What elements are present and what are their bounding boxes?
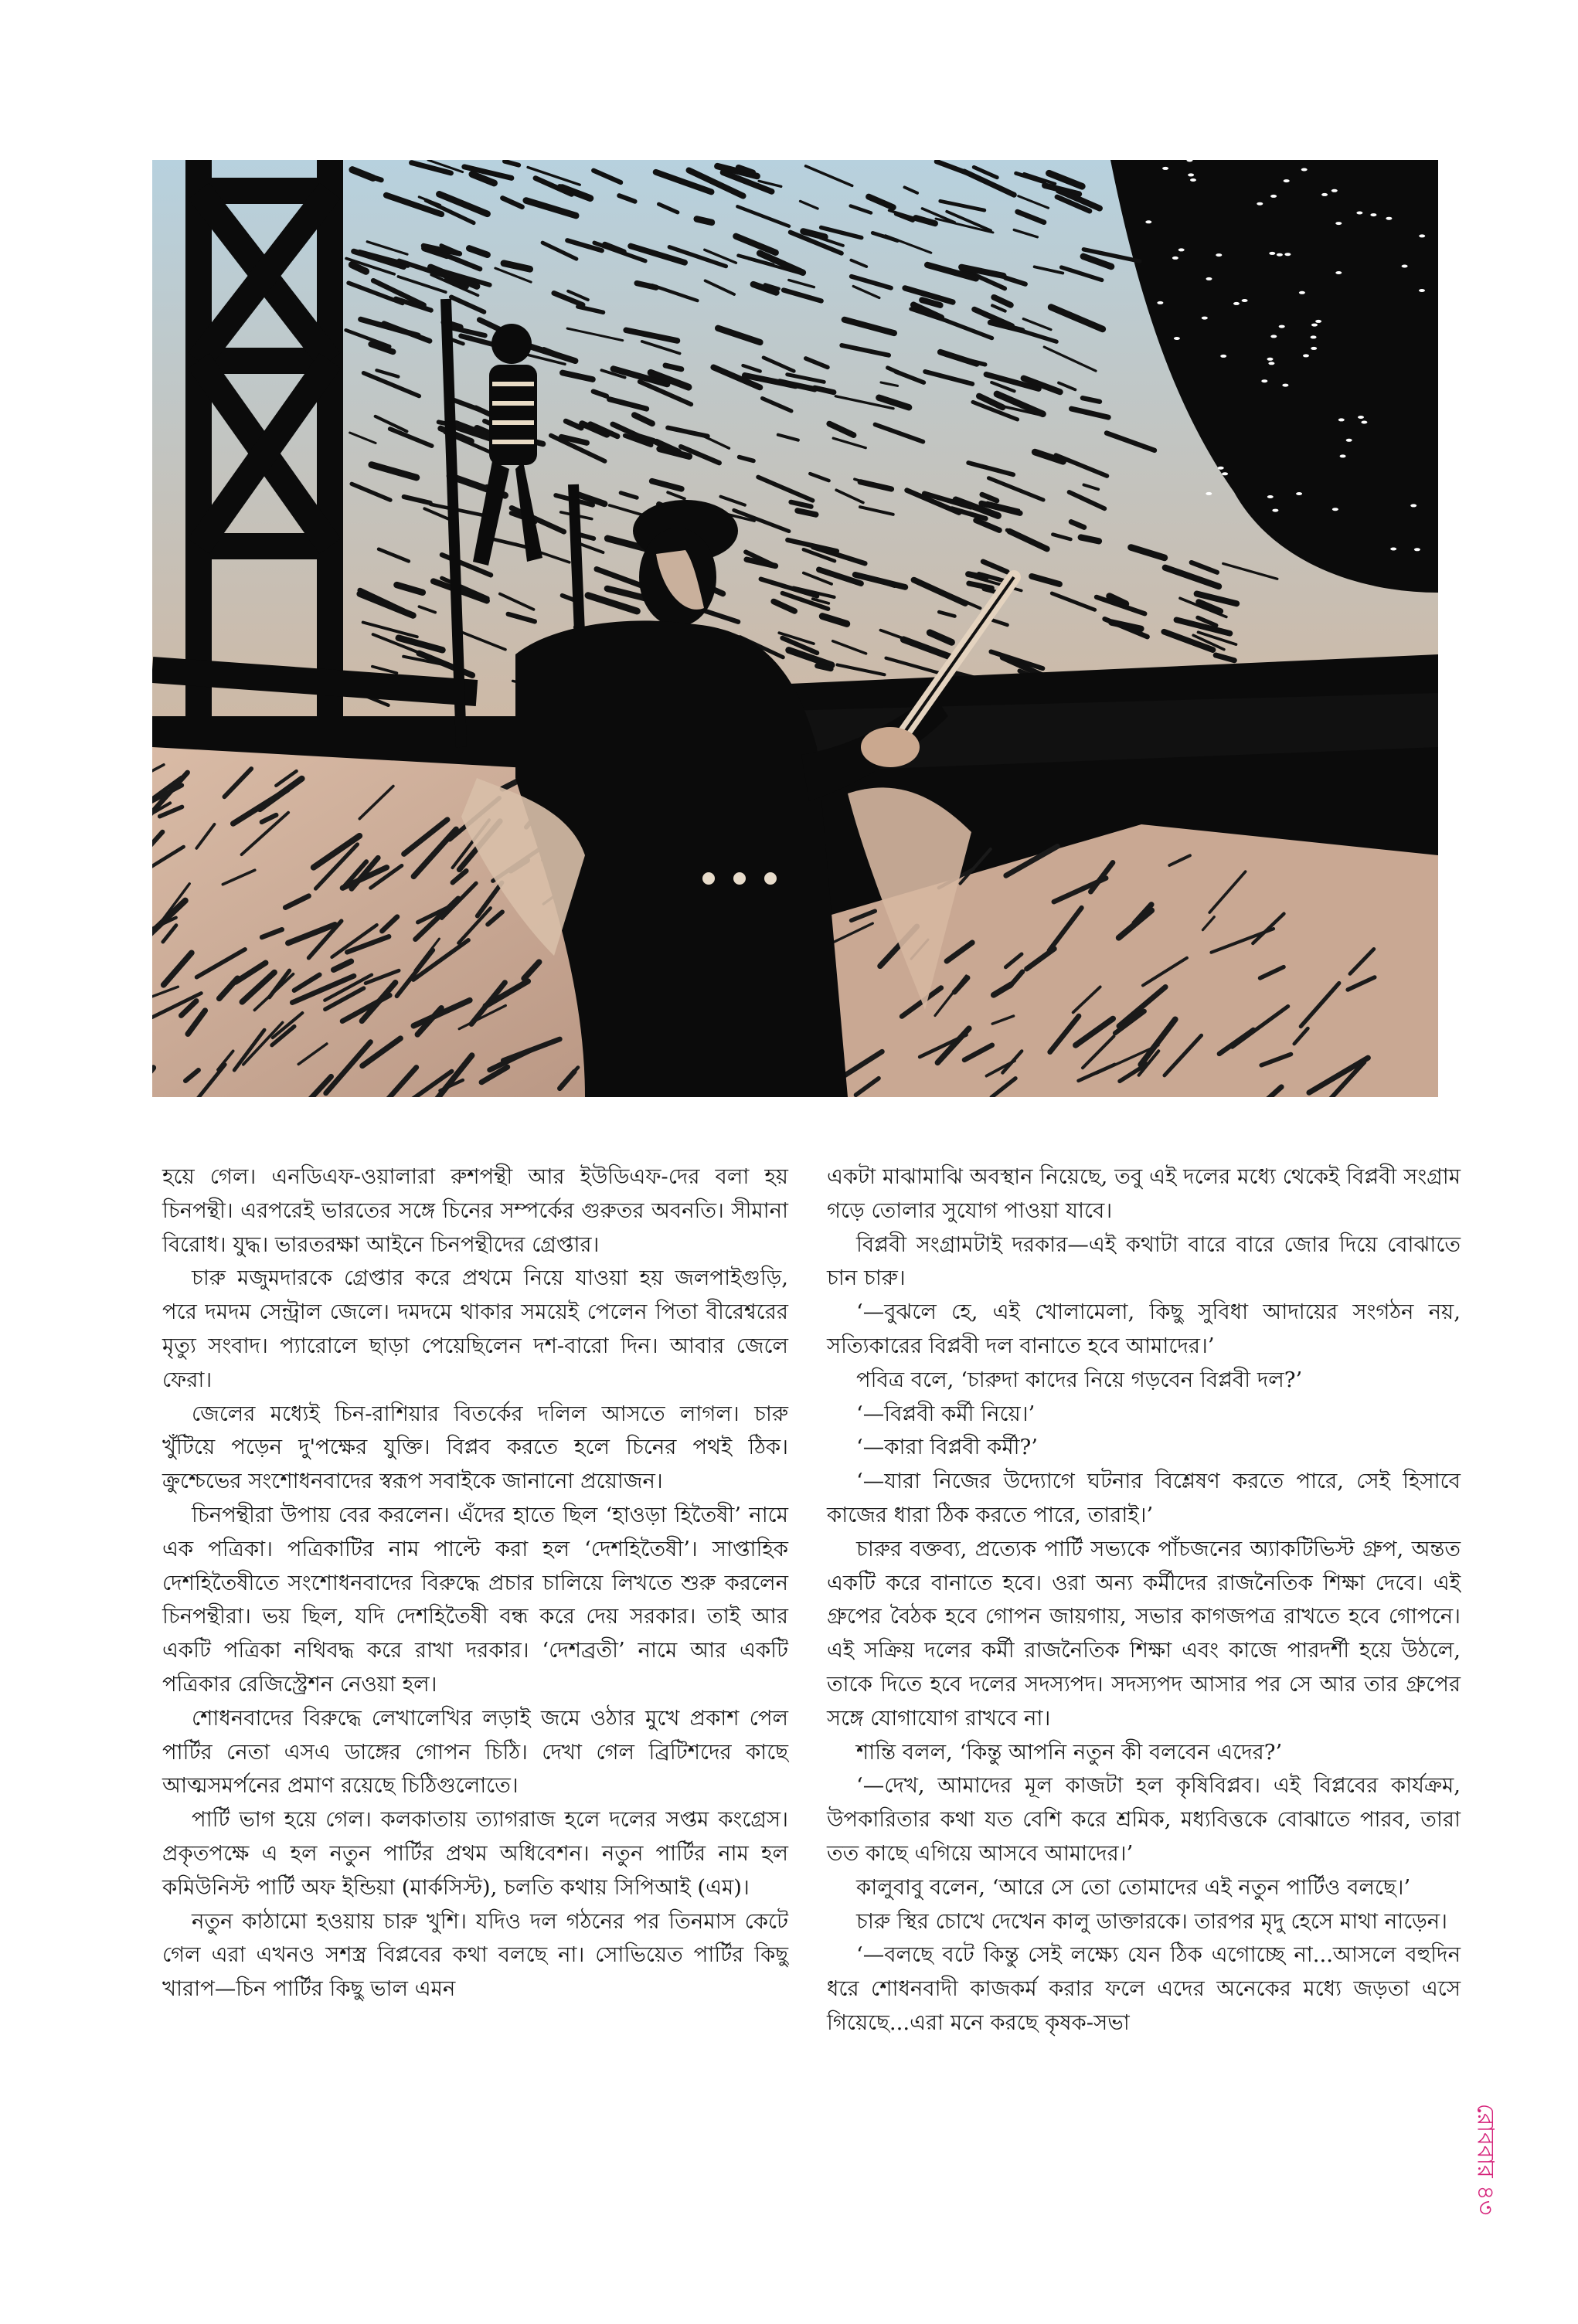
star — [1190, 178, 1196, 182]
star — [1414, 548, 1420, 551]
sky-streak — [665, 365, 682, 369]
star — [1282, 384, 1288, 387]
paragraph: পার্টি ভাগ হয়ে গেল। কলকাতায় ত্যাগরাজ হলে দলের সপ্তম কংগ্রেস। প্রকৃতপক্ষে এ হল নতুন পার্টির প্রথম অধিবেশন। নতুন পার্টির নাম হল কমিউনিস্ট পার্টি অফ ইন্ডিয়া (মার্কসিস্ট), চলতি কথায় সিপিআই (এম)। — [162, 1807, 788, 1900]
paragraph: জেলের মধ্যেই চিন-রাশিয়ার বিতর্কের দলিল আসতে লাগল। চারু খুঁটিয়ে পড়েন দু'পক্ষের যুক্তি। বিপ্লব করতে হলে চিনের পথই ঠিক। ক্রুশ্চেভের সংশোধনবাদের স্বরূপ সবাইকে জানানো প্রয়োজন। — [162, 1401, 788, 1494]
star — [1267, 495, 1274, 498]
article-right-column — [827, 1160, 1461, 2040]
paragraph: চারু স্থির চোখে দেখেন কালু ডাক্তারকে। তারপর মৃদু হেসে মাথা নাড়েন। — [856, 1908, 1448, 1934]
star — [1242, 299, 1248, 302]
dialogue-line: ‘—কারা বিপ্লবী কর্মী?’ — [856, 1435, 1039, 1460]
sky-streak — [818, 666, 832, 669]
star — [1331, 189, 1338, 192]
star — [1218, 467, 1224, 470]
star — [1296, 492, 1302, 495]
star — [1301, 168, 1308, 172]
star — [1311, 324, 1318, 327]
star — [1220, 355, 1226, 358]
star — [1233, 302, 1240, 305]
star — [1315, 320, 1321, 323]
sky-streak — [697, 219, 712, 223]
star — [1321, 193, 1328, 196]
page-folio — [1465, 2071, 1504, 2248]
star — [1178, 248, 1185, 251]
star — [1162, 167, 1168, 170]
dialogue-line: ‘—বলছে বটে কিন্তু সেই লক্ষ্যে যেন ঠিক এগোচ্ছে না...আসলে বহুদিন ধরে শোধনবাদী কাজকর্ম করার ফলে এদের অনেকের মধ্যে জড়তা এসে গিয়েছে...এরা মনে করছে কৃষক-সভা — [827, 1942, 1461, 2035]
woodcut-illustration-svg — [152, 160, 1438, 1097]
star — [1216, 253, 1222, 257]
paragraph: চারুর বক্তব্য, প্রত্যেক পার্টি সভ্যকে পাঁচজনের অ্যাকটিভিস্ট গ্রুপ, অন্তত একটি করে বানাতে হবে। ওরা অন্য কর্মীদের রাজনৈতিক শিক্ষা দেবে। এই গ্রুপের বৈঠক হবে গোপন জায়গায়, সভার কাগজপত্র রাখতে হবে গোপনে। এই সক্রিয় দলের কর্মী রাজনৈতিক শিক্ষা এবং কাজে পারদর্শী হয়ে উঠলে, তাকে দিতে হবে দলের সদস্যপদ। সদস্যপদ আসার পর সে আর তার গ্রুপের সঙ্গে যোগাযোগ রাখবে না। — [827, 1536, 1461, 1731]
dialogue-line: ‘—যারা নিজের উদ্যোগে ঘটনার বিশ্লেষণ করতে পারে, সেই হিসাবে কাজের ধারা ঠিক করতে পারে, তারাই।’ — [827, 1469, 1461, 1527]
sky-streak — [798, 511, 816, 515]
star — [1222, 472, 1228, 475]
star — [1419, 234, 1425, 237]
dialogue-line: ‘—দেখ, আমাদের মূল কাজটা হল কৃষিবিপ্লব। এই বিপ্লবের কার্যক্রম, উপকারিতার কথা যত বেশি করে শ্রমিক, মধ্যবিত্তকে বোঝাতে পারব, তারা তত কাছে এগিয়ে আসবে আমাদের।’ — [827, 1773, 1461, 1866]
star — [1202, 317, 1208, 320]
star — [1284, 253, 1291, 256]
policeman-hand — [861, 727, 920, 767]
star — [1311, 347, 1317, 350]
paragraph: চিনপন্থীরা উপায় বের করলেন। এঁদের হাতে ছিল ‘হাওড়া হিতৈষী’ নামে এক পত্রিকা। পত্রিকাটির নাম পাল্টে করা হল ‘দেশহিতৈষী’। সাপ্তাহিক দেশহিতৈষীতে সংশোধনবাদের বিরুদ্ধে প্রচার চালিয়ে লিখতে শুরু করলেন চিনপন্থীরা। ভয় ছিল, যদি দেশহিতৈষী বন্ধ করে দেয় সরকার। তাই আর একটি পত্রিকা নথিবদ্ধ করে রাখা দরকার। ‘দেশব্রতী’ নামে আর একটি পত্রিকার রেজিস্ট্রেশন নেওয়া হল। — [162, 1502, 788, 1697]
star — [1332, 508, 1338, 511]
star — [1361, 421, 1367, 424]
star — [1386, 217, 1392, 220]
paragraph: শোধনবাদের বিরুদ্ধে লেখালেখির লড়াই জমে ওঠার মুখে প্রকাশ পেল পার্টির নেতা এসএ ডাঙ্গের গোপন চিঠি। দেখা গেল ব্রিটিশদের কাছে আত্মসমর্পনের প্রমাণ রয়েছে চিঠিগুলোতে। — [162, 1705, 788, 1799]
folio-text: রোববার ৪৩ — [1471, 2103, 1499, 2216]
star — [1270, 335, 1277, 338]
star — [1370, 213, 1376, 216]
star — [1272, 509, 1278, 512]
star — [1402, 265, 1408, 268]
star — [1267, 358, 1274, 361]
star — [1358, 416, 1364, 419]
star — [1284, 179, 1290, 182]
star — [1257, 202, 1263, 206]
star — [1145, 220, 1151, 223]
star — [1390, 548, 1396, 551]
article-illustration — [152, 160, 1438, 1097]
dialogue-line: পবিত্র বলে, ‘চারুদা কাদের নিয়ে গড়বেন বিপ্লবী দল?’ — [856, 1367, 1303, 1392]
star — [1419, 289, 1425, 292]
paragraph: বিপ্লবী সংগ্রামটাই দরকার—এই কথাটা বারে বারে জোর দিয়ে বোঝাতে চান চারু। — [827, 1232, 1461, 1291]
star — [1335, 271, 1342, 274]
star — [1206, 277, 1212, 280]
star — [1188, 173, 1194, 176]
star — [1270, 195, 1277, 198]
dialogue-line: শান্তি বলল, ‘কিন্তু আপনি নতুন কী বলবেন এদের?’ — [856, 1739, 1283, 1765]
star — [1338, 418, 1345, 421]
star — [1174, 337, 1180, 340]
star — [1311, 335, 1317, 338]
star — [1279, 325, 1285, 328]
paragraph: নতুন কাঠামো হওয়ায় চারু খুশি। যদিও দল গঠনের পর তিনমাস কেটে গেল এরা এখনও সশস্ত্র বিপ্লবের কথা বলছে না। সোভিয়েত পার্টির কিছু খারাপ—চিন পার্টির কিছু ভাল এমন — [162, 1908, 788, 2002]
dialogue-line: কালুবাবু বলেন, ‘আরে সে তো তোমাদের এই নতুন পার্টিও বলছে।’ — [856, 1874, 1411, 1900]
star — [1172, 257, 1178, 260]
dialogue-line: ‘—বুঝলে হে, এই খোলামেলা, কিছু সুবিধা আদায়ের সংগঠন নয়, সত্যিকারের বিপ্লবী দল বানাতে হবে আমাদের।’ — [827, 1300, 1461, 1358]
paragraph: একটা মাঝামাঝি অবস্থান নিয়েছে, তবু এই দলের মধ্যে থেকেই বিপ্লবী সংগ্রাম গড়ে তোলার সুযোগ পাওয়া যাবে। — [827, 1164, 1461, 1223]
star — [1410, 504, 1416, 507]
paragraph: চারু মজুমদারকে গ্রেপ্তার করে প্রথমে নিয়ে যাওয়া হয় জলপাইগুড়ি, পরে দমদম সেন্ট্রাল জেলে। দমদমে থাকার সময়েই পেলেন পিতা বীরেশ্বরের মৃত্যু সংবাদ। প্যারোলে ছাড়া পেয়েছিলেন দশ-বারো দিন। আবার জেলে ফেরা। — [162, 1266, 788, 1392]
star — [1299, 291, 1305, 294]
star — [1340, 454, 1346, 457]
star — [1157, 301, 1163, 304]
star — [1303, 354, 1309, 357]
star — [1356, 212, 1362, 215]
article-left-column — [162, 1160, 788, 2006]
star — [1206, 492, 1212, 495]
star — [1346, 439, 1352, 442]
dialogue-line: ‘—বিপ্লবী কর্মী নিয়ে।’ — [856, 1401, 1036, 1426]
star — [1277, 253, 1283, 257]
star — [1335, 222, 1342, 225]
star — [1268, 362, 1274, 365]
star — [1261, 379, 1267, 382]
star — [1269, 252, 1275, 255]
paragraph: হয়ে গেল। এনডিএফ-ওয়ালারা রুশপন্থী আর ইউডিএফ-দের বলা হয় চিনপন্থী। এরপরেই ভারতের সঙ্গে চিনের সম্পর্কের গুরুতর অবনতি। সীমানা বিরোধ। যুদ্ধ। ভারতরক্ষা আইনে চিনপন্থীদের গ্রেপ্তার। — [162, 1164, 788, 1257]
sky-streak — [1081, 538, 1099, 542]
